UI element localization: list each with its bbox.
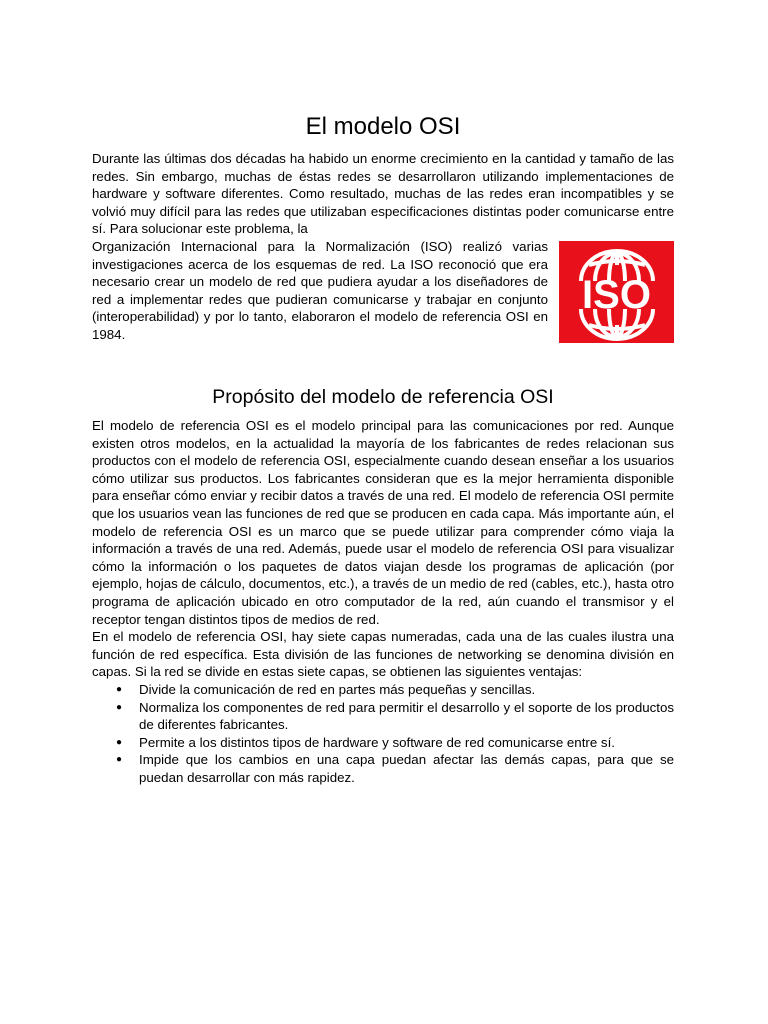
intro-paragraph-wrapped: Organización Internacional para la Normalización (ISO) realizó varias investigaciones acerca de los esquemas de red. La ISO reconoció que era necesario crear un modelo de red que pudiera ayudar a los diseñadores de red a implementar redes que pudieran comunicarse y trabajar en conjunto (interoperabilidad) y por lo tanto, elaboraron el modelo de referencia OSI en 1984. — [92, 238, 548, 342]
list-item: ● Impide que los cambios en una capa puedan afectar las demás capas, para que se puedan desarrollar con más rapidez. — [116, 752, 674, 785]
purpose-paragraph-2: En el modelo de referencia OSI, hay siete capas numeradas, cada una de las cuales ilustra una función de red específica. Esta división de las funciones de networking se denomina división en capas. Si la red se divide en estas siete capas, se obtienen las siguientes ventajas: — [92, 629, 674, 680]
purpose-paragraph-1: El modelo de referencia OSI es el modelo principal para las comunicaciones por red. Aunque existen otros modelos, en la actualidad la mayoría de los fabricantes de redes relacionan sus productos con el modelo de referencia OSI, especialmente cuando desean enseñar a los usuarios cómo utilizar sus productos. Los fabricantes consideran que es la mejor herramienta disponible para enseñar cómo enviar y recibir datos a través de una red. El modelo de referencia OSI permite que los usuarios vean las funciones de red que se producen en cada capa. Más importante aún, el modelo de referencia OSI es un marco que se puede utilizar para comprender cómo viaja la información a través de una red. Además, puede usar el modelo de referencia OSI para visualizar cómo la información o los paquetes de datos viajan desde los programas de aplicación (por ejemplo, hojas de cálculo, documentos, etc.), a través de un medio de red (cables, etc.), hasta otro programa de aplicación ubicado en otro computador de la red, aún cuando el transmisor y el receptor tengan distintos tipos de medios de red. — [92, 418, 674, 627]
bullet-icon: ● — [116, 701, 123, 713]
intro-paragraph-full: Durante las últimas dos décadas ha habido un enorme crecimiento en la cantidad y tamaño de las redes. Sin embargo, muchas de éstas redes se desarrollaron utilizando implementaciones de hardware y software diferentes. Como resultado, muchas de las redes eran incompatibles y se volvió muy difícil para las redes que utilizaban especificaciones distintas poder comunicarse entre sí. Para solucionar este problema, la — [92, 151, 674, 237]
bullet-icon: ● — [116, 683, 123, 695]
advantages-list — [92, 681, 674, 787]
bullet-icon: ● — [116, 754, 123, 766]
bullet-icon: ● — [116, 736, 123, 748]
list-item: ● Permite a los distintos tipos de hardware y software de red comunicarse entre sí. — [116, 734, 615, 750]
page-title: El modelo OSI — [305, 113, 461, 140]
section-heading: Propósito del modelo de referencia OSI — [212, 386, 554, 408]
purpose-section — [92, 417, 674, 786]
iso-logo-icon — [559, 241, 674, 343]
iso-logo-image — [559, 241, 674, 343]
list-item: ● Normaliza los componentes de red para permitir el desarrollo y el soporte de los productos de diferentes fabricantes. — [116, 699, 674, 733]
list-item: ● Divide la comunicación de red en partes más pequeñas y sencillas. — [116, 681, 536, 697]
iso-logo-text: ISO — [582, 273, 651, 317]
